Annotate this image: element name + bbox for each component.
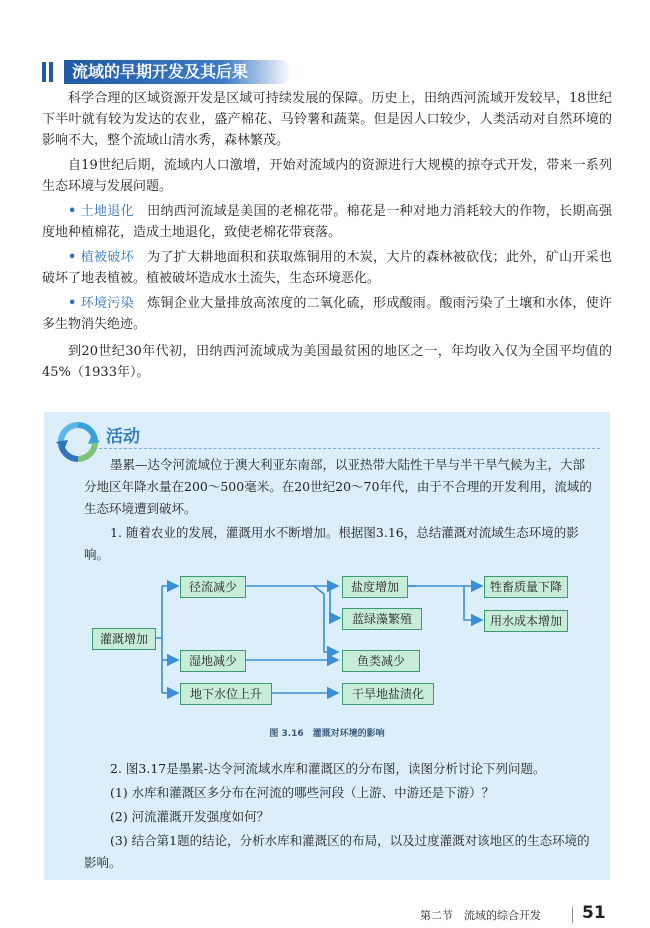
activity-question-2: 2. 图3.17是墨累-达令河流域水库和灌溉区的分布图，读图分析讨论下列问题。: [110, 761, 546, 776]
bullet-text: 为了扩大耕地面积和获取炼铜用的木炭，大片的森林被砍伐；此外，矿山开采也破坏了地表植被。植被破坏造成水土流失，生态环境恶化。: [42, 250, 612, 286]
bullet-pollution: [42, 293, 612, 335]
bullet-land-degradation: [42, 201, 612, 243]
footer-divider: [572, 907, 573, 923]
figure-caption: 图 3.16 灌溉对环境的影响: [269, 729, 385, 739]
activity-question-1: 1. 随着农业的发展，灌溉用水不断增加。根据图3.16，总结灌溉对流域生态环境的影响。: [84, 525, 579, 562]
activity-question-2-1: (1) 水库和灌溉区多分布在河流的哪些河段（上游、中游还是下游）？: [110, 785, 495, 800]
bullet-text: 炼铜企业大量排放高浓度的二氧化硫，形成酸雨。酸雨污染了土壤和水体，使许多生物消失绝迹。: [42, 296, 612, 332]
bullet-dot-icon: •: [68, 250, 77, 265]
node-water-cost-increase: 用水成本增加: [484, 610, 568, 632]
bullet-dot-icon: •: [68, 296, 77, 311]
bullet-label: 植被破坏: [80, 250, 134, 265]
activity-box: [44, 412, 610, 880]
node-salinity-increase: 盐度增加: [342, 576, 408, 598]
paragraph-conclusion: 到20世纪30年代初，田纳西河流域成为美国最贫困的地区之一，年均收入仅为全国平均值的45%（1933年）。: [42, 344, 612, 380]
activity-question-2-2: (2) 河流灌溉开发强度如何？: [110, 809, 270, 824]
paragraph-intro: 科学合理的区域资源开发是区域可持续发展的保障。历史上，田纳西河流域开发较早，18世纪下半叶就有较为发达的农业，盛产棉花、马铃薯和蔬菜。但是因人口较少，人类活动对自然环境的影响不大，整个流域山清水秀，森林繁茂。: [42, 91, 612, 148]
section-title: 流域的早期开发及其后果: [64, 60, 292, 84]
bullet-label: 土地退化: [80, 204, 134, 219]
node-irrigation-increase: 灌溉增加: [92, 628, 156, 650]
page-footer: [420, 905, 620, 925]
bullet-label: 环境污染: [80, 296, 134, 311]
node-fish-decrease: 鱼类减少: [342, 650, 420, 672]
page-number: 51: [582, 903, 606, 923]
node-algae-bloom: 蓝绿藻繁殖: [342, 608, 422, 630]
node-groundwater-rise: 地下水位上升: [180, 683, 272, 705]
node-wetland-decrease: 湿地减少: [180, 650, 246, 672]
node-dryland-salinization: 干旱地盐渍化: [342, 683, 434, 705]
header-bars-decoration: [42, 62, 56, 86]
section-header: [42, 60, 292, 84]
activity-title: 活动: [106, 427, 140, 447]
node-runoff-decrease: 径流减少: [180, 576, 246, 598]
bullet-text: 田纳西河流域是美国的老棉花带。棉花是一种对地力消耗较大的作物，长期高强度地种植棉花，造成土地退化，致使老棉花带衰落。: [42, 204, 612, 240]
footer-section-title: 第二节 流域的综合开发: [420, 909, 541, 922]
node-livestock-quality-decline: 牲畜质量下降: [484, 576, 568, 598]
activity-intro: 墨累—达令河流域位于澳大利亚东南部，以亚热带大陆性干旱与半干旱气候为主，大部分地区年降水量在200～500毫米。在20世纪20～70年代，由于不合理的开发利用，流域的生态环境遭到破坏。: [84, 457, 592, 516]
bullet-vegetation-damage: [42, 247, 612, 289]
bullet-dot-icon: •: [68, 204, 77, 219]
activity-question-2-3: (3) 结合第1题的结论，分析水库和灌溉区的布局，以及过度灌溉对该地区的生态环境的影响。: [84, 833, 590, 870]
paragraph-problems: 自19世纪后期，流域内人口激增，开始对流域内的资源进行大规模的掠夺式开发，带来一系列生态环境与发展问题。: [42, 158, 612, 194]
